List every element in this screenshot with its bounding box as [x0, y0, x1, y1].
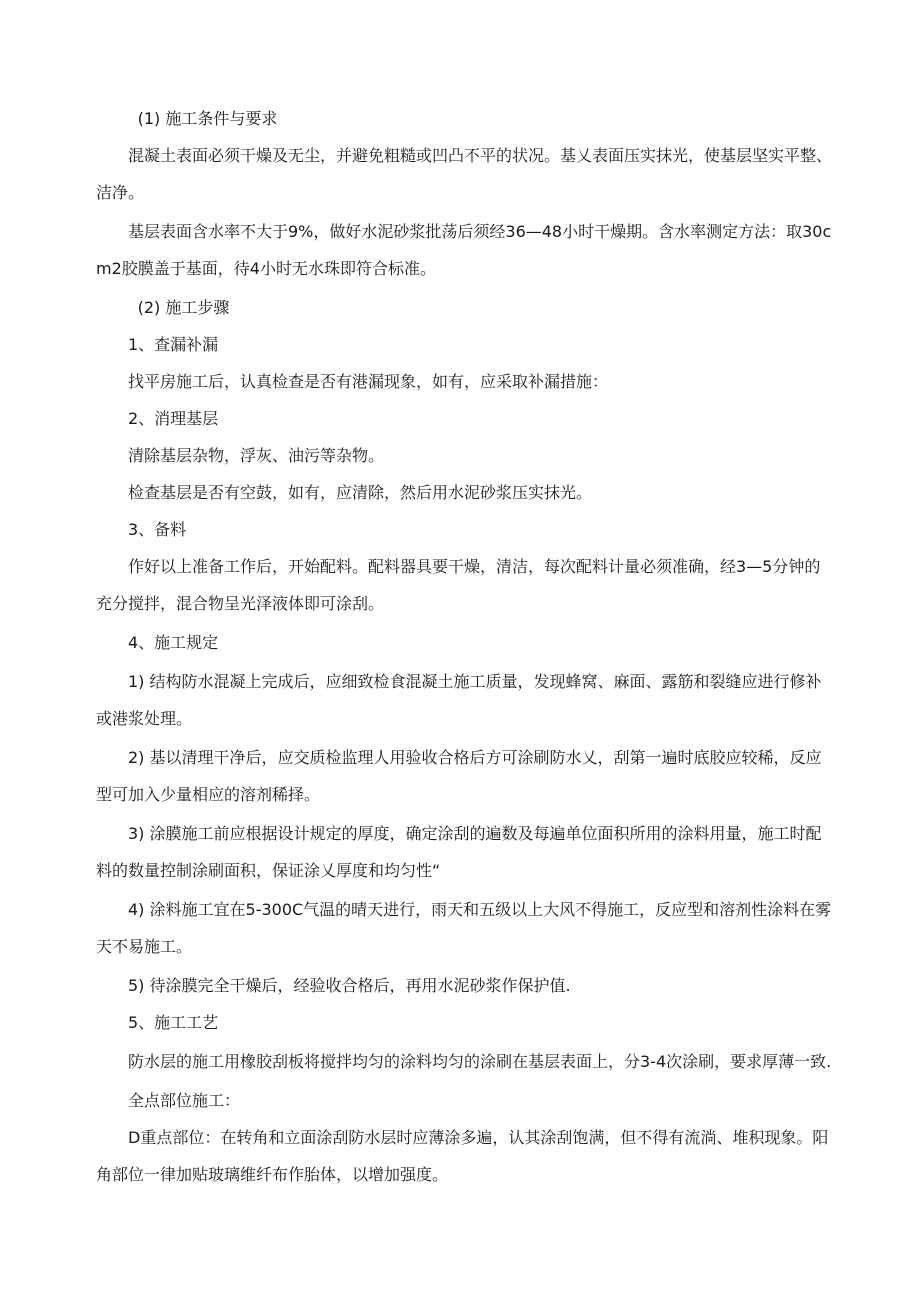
- paragraph-moisture-content: 基层表面含水率不大于9%，做好水泥砂浆批荡后须经36—48小时干燥期。含水率测定方法：取30cm2胶膜盖于基面，待4小时无水珠即符合标准。: [96, 222, 832, 278]
- step-heading-regulations: 4、施工规定: [128, 633, 219, 652]
- document-body: [96, 100, 836, 1193]
- paragraph-surface-requirements: 混凝土表面必须干燥及无尘，并避免粗糙或凹凸不平的状况。基乂表面压实抹光，使基层坚实平整、洁净。: [96, 146, 833, 202]
- paragraph-mixing: 作好以上准备工作后，开始配料。配料器具要干燥，清洁，每次配料计量必须准确，经3—5分钟的充分搅拌，混合物呈光泽液体即可涂刮。: [96, 557, 821, 613]
- section-heading-steps: (2) 施工步骤: [137, 298, 230, 317]
- paragraph-check-hollow: 检查基层是否有空鼓，如有，应清除，然后用水泥砂浆压实抹光。: [128, 483, 593, 502]
- section-heading-conditions: (1) 施工条件与要求: [137, 109, 278, 128]
- rule-item-4: 4) 涂料施工宜在5-300C气温的晴天进行，雨天和五级以上大风不得施工，反应型和溶剂性涂料在雾天不易施工。: [96, 900, 832, 956]
- step-heading-leak-check: 1、查漏补漏: [128, 335, 219, 354]
- rule-item-3: 3) 涂膜施工前应根据设计规定的厚度，确定涂刮的遍数及每遍单位面积所用的涂料用量，施工时配料的数量控制涂刷面积，保证涂乂厚度和均匀性“: [96, 824, 822, 880]
- rule-item-1: 1) 结构防水混凝上完成后，应细致检食混凝土施工质量，发现蜂窝、麻面、露筋和裂缝应进行修补或港浆处理。: [96, 672, 822, 728]
- paragraph-leak-check: 找平房施工后，认真检查是否有港漏现象，如有，应采取补漏措施：: [128, 372, 609, 391]
- paragraph-process: 防水层的施工用橡胶刮板将搅拌均匀的涂料均匀的涂刷在基层表面上，分3-4次涂刷，要求厚薄一致.: [128, 1052, 832, 1071]
- rule-item-5: 5) 待涂膜完全干燥后，经验收合格后，再用水泥砂浆作保护值.: [128, 976, 571, 995]
- paragraph-key-parts-heading: 全点部位施工：: [128, 1091, 241, 1110]
- rule-item-2: 2) 基以清理干净后，应交质检监理人用验收合格后方可涂刷防水乂，刮第一遍时底胶应较稀，反应型可加入少量相应的溶剂稀择。: [96, 748, 822, 804]
- step-heading-clean-base: 2、消理基层: [128, 409, 219, 428]
- paragraph-clean-debris: 清除基层杂物，浮灰、油污等杂物。: [128, 446, 385, 465]
- step-heading-process: 5、施工工艺: [128, 1013, 219, 1032]
- paragraph-key-parts: D重点部位：在转角和立面涂刮防水层时应薄涂多遍，认其涂刮饱满，但不得有流淌、堆积现象。阳角部位一律加贴玻璃维纤布作胎体，以增加强度。: [96, 1128, 829, 1184]
- step-heading-materials: 3、备料: [128, 520, 187, 539]
